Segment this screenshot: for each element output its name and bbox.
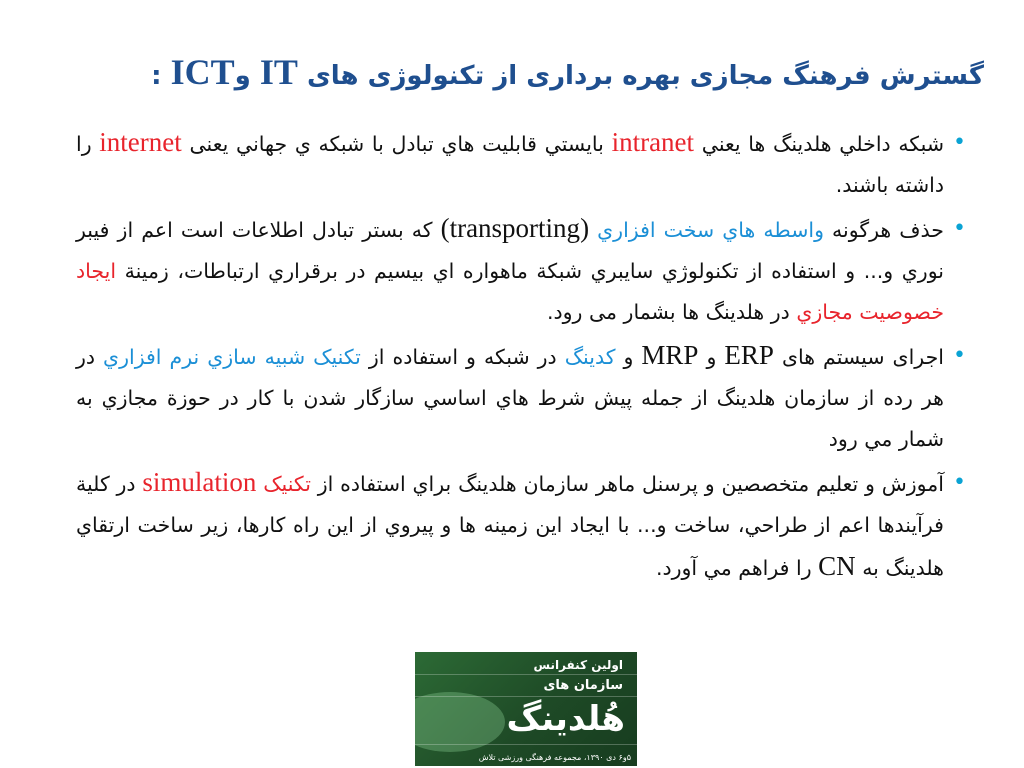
bullet-item-3	[76, 335, 966, 460]
item-text: آموزش و تعليم متخصصين و پرسنل ماهر سازمان هلدينگ براي استفاده از	[317, 472, 944, 496]
bullet-item-2	[76, 208, 966, 333]
item-text: در هلدينگ ها بشمار می رود.	[547, 300, 790, 324]
term-simulation: simulation	[142, 467, 257, 497]
bullet-icon: •	[953, 216, 966, 241]
logo-glow	[415, 692, 505, 752]
logo-line-2: سازمان های	[543, 678, 623, 693]
bullet-item-4	[76, 462, 966, 589]
term-cn: CN	[818, 551, 856, 581]
title-colon: :	[151, 61, 162, 91]
term-mrp: MRP	[641, 340, 699, 370]
paren-close: )	[440, 213, 450, 243]
item-text: در کلية فرآيندها اعم از طراحي، ساخت و... با ايجاد اين زمينه ها و پيروي از اين راه کارها، زير ساخت ارتقاي هلدينگ به	[76, 472, 944, 580]
term-erp: ERP	[724, 340, 774, 370]
logo-line-4: ۵و۶ دی ۱۳۹۰، مجموعه فرهنگی ورزشی تلاش	[478, 753, 631, 762]
term-internet: internet	[99, 127, 182, 157]
item-text: حذف هرگونه	[832, 218, 944, 242]
item-text: را فراهم مي آورد.	[655, 556, 812, 580]
title-ict: ICT	[170, 52, 235, 92]
item-text: که بستر تبادل اطلاعات است اعم از فيبر نوري و... و استفاده از تکنولوژي سايبري شبکة ماهواره اي بيسيم در برقراري ارتباطات، زمينة	[76, 218, 944, 283]
logo-line-3: هُلدینگ	[506, 699, 625, 739]
item-text: اجرای سيستم های	[781, 345, 944, 369]
bullet-icon: •	[953, 470, 966, 495]
bullet-item-1	[76, 122, 966, 206]
logo-line-1: اولين كنفرانس	[533, 658, 623, 672]
item-text: شبکه داخلي هلدينگ ها يعني	[701, 132, 944, 156]
bullet-list	[76, 122, 966, 591]
highlight-technique: تکنيک	[263, 472, 311, 496]
item-text: را داشته باشند.	[76, 132, 944, 197]
paren-open: (	[580, 213, 590, 243]
item-text: بايستي قابليت هاي تبادل با شبکه ي جهاني يعنی	[189, 132, 604, 156]
highlight-coding: کدينگ	[564, 345, 616, 369]
item-text: در شبکه و استفاده از	[368, 345, 557, 369]
slide-title	[44, 44, 984, 104]
bullet-icon: •	[953, 343, 966, 368]
highlight-virtual-feature: ايجاد خصوصيت مجازي	[76, 259, 944, 324]
term-transporting: transporting	[449, 213, 581, 243]
item-text: در هر رده از سازمان هلدينگ از جمله پيش شرط هاي اساسي سازگار شدن با کار در حوزة مجازي به شمار مي رود	[76, 345, 944, 451]
bullet-icon: •	[953, 130, 966, 155]
title-and: و	[234, 61, 251, 91]
title-it: IT	[259, 52, 298, 92]
conference-logo	[415, 652, 637, 766]
term-intranet: intranet	[611, 127, 695, 157]
item-text: و	[706, 345, 717, 369]
highlight-simulation-technique: تکنيک شبيه سازي نرم افزاري	[103, 345, 361, 369]
title-text: گسترش فرهنگ مجازی بهره برداری از تکنولوژی های	[306, 61, 984, 91]
item-text: و	[623, 345, 634, 369]
highlight-hardware-intermediary: واسطه هاي سخت افزاري	[597, 218, 824, 242]
